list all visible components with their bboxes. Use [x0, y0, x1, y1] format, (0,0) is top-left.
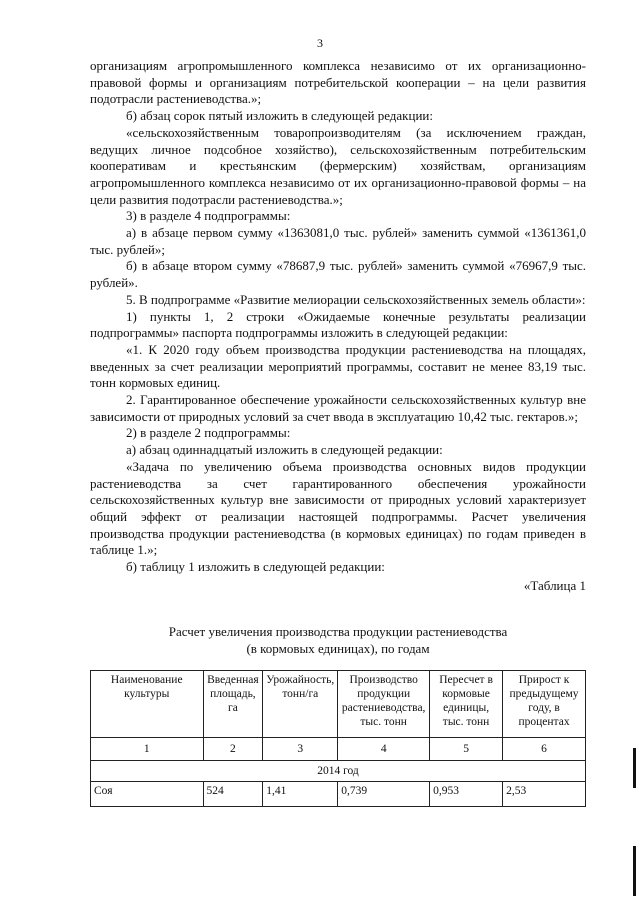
paragraph: 2. Гарантированное обеспечение урожайности сельскохозяйственных культур вне зависимости от природных условий за счет ввода в эксплуатацию 10,42 тыс. гектаров.»;	[90, 392, 586, 424]
table-reference: «Таблица 1	[523, 577, 586, 593]
paragraph: 5. В подпрограмме «Развитие мелиорации сельскохозяйственных земель области»:	[126, 291, 586, 307]
column-number: 6	[503, 738, 586, 761]
cell-feed-units: 0,953	[430, 782, 503, 807]
paragraph: б) абзац сорок пятый изложить в следующей редакции:	[126, 108, 433, 124]
paragraph: 3) в разделе 4 подпрограммы:	[126, 208, 291, 224]
paragraph: б) в абзаце втором сумму «78687,9 тыс. рублей» заменить суммой «76967,9 тыс. рублей».	[90, 258, 586, 291]
column-number: 4	[338, 738, 430, 761]
paragraph: а) в абзаце первом сумму «1363081,0 тыс. рублей» заменить суммой «1361361,0 тыс. рублей»;	[90, 225, 586, 257]
table-row	[91, 782, 586, 807]
column-number: 2	[203, 738, 263, 761]
cell-area: 524	[203, 782, 263, 807]
column-number-row	[91, 738, 586, 761]
header-yield: Урожайность, тонн/га	[263, 671, 338, 738]
table-header-row	[91, 671, 586, 738]
paragraph: «сельскохозяйственным товаропроизводителям (за исключением граждан, ведущих личное подсобное хозяйство), сельскохозяйственным потребительским кооперативам и крестьянским (фермерским) хозяйствам, организациям агропромышленного комплекса независимо от их организационно-правовой формы – на цели развития подотрасли растениеводства.»;	[90, 124, 586, 207]
paragraph: 2) в разделе 2 подпрограммы:	[126, 425, 291, 441]
year-row	[91, 761, 586, 782]
header-area: Введенная площадь, га	[203, 671, 263, 738]
table-caption	[90, 624, 586, 657]
paragraph: организациям агропромышленного комплекса независимо от их организационно-правовой формы и организациям потребительской кооперации – на цели развития подотрасли растениеводства.»;	[90, 58, 586, 107]
production-table	[90, 670, 586, 807]
header-crop: Наименование культуры	[91, 671, 204, 738]
cell-production: 0,739	[338, 782, 430, 807]
document-body	[90, 58, 586, 595]
column-number: 1	[91, 738, 204, 761]
scan-edge-mark	[633, 748, 636, 788]
column-number: 5	[430, 738, 503, 761]
paragraph: «Задача по увеличению объема производства основных видов продукции растениеводства за счет гарантированного обеспечения урожайности сельскохозяйственных культур вне зависимости от природных условий характеризует общий эффект от реализации настоящей подпрограммы. Расчет увеличения производства продукции растениеводства (в кормовых единицах) по годам приведен в таблице 1.»;	[90, 458, 586, 558]
cell-growth: 2,53	[503, 782, 586, 807]
header-growth: Прирост к предыдущему году, в процентах	[503, 671, 586, 738]
cell-yield: 1,41	[263, 782, 338, 807]
page-number: 3	[317, 36, 323, 50]
caption-line: (в кормовых единицах), по годам	[246, 640, 430, 656]
paragraph: «1. К 2020 году объем производства продукции растениеводства на площадях, введенных за счет реализации мероприятий программы, составит не менее 83,19 тыс. тонн кормовых единиц.	[90, 341, 586, 391]
scan-edge-mark	[633, 846, 636, 896]
column-number: 3	[263, 738, 338, 761]
caption-line: Расчет увеличения производства продукции растениеводства	[168, 624, 508, 639]
year-label: 2014 год	[91, 761, 586, 782]
cell-crop: Соя	[91, 782, 204, 807]
header-production: Производство продукции растениеводства, тыс. тонн	[338, 671, 430, 738]
paragraph: 1) пункты 1, 2 строки «Ожидаемые конечные результаты реализации подпрограммы» паспорта подпрограммы изложить в следующей редакции:	[90, 308, 586, 341]
paragraph: б) таблицу 1 изложить в следующей редакции:	[126, 559, 385, 575]
header-feed-units: Пересчет в кормовые единицы, тыс. тонн	[430, 671, 503, 738]
paragraph: а) абзац одиннадцатый изложить в следующей редакции:	[126, 442, 443, 458]
